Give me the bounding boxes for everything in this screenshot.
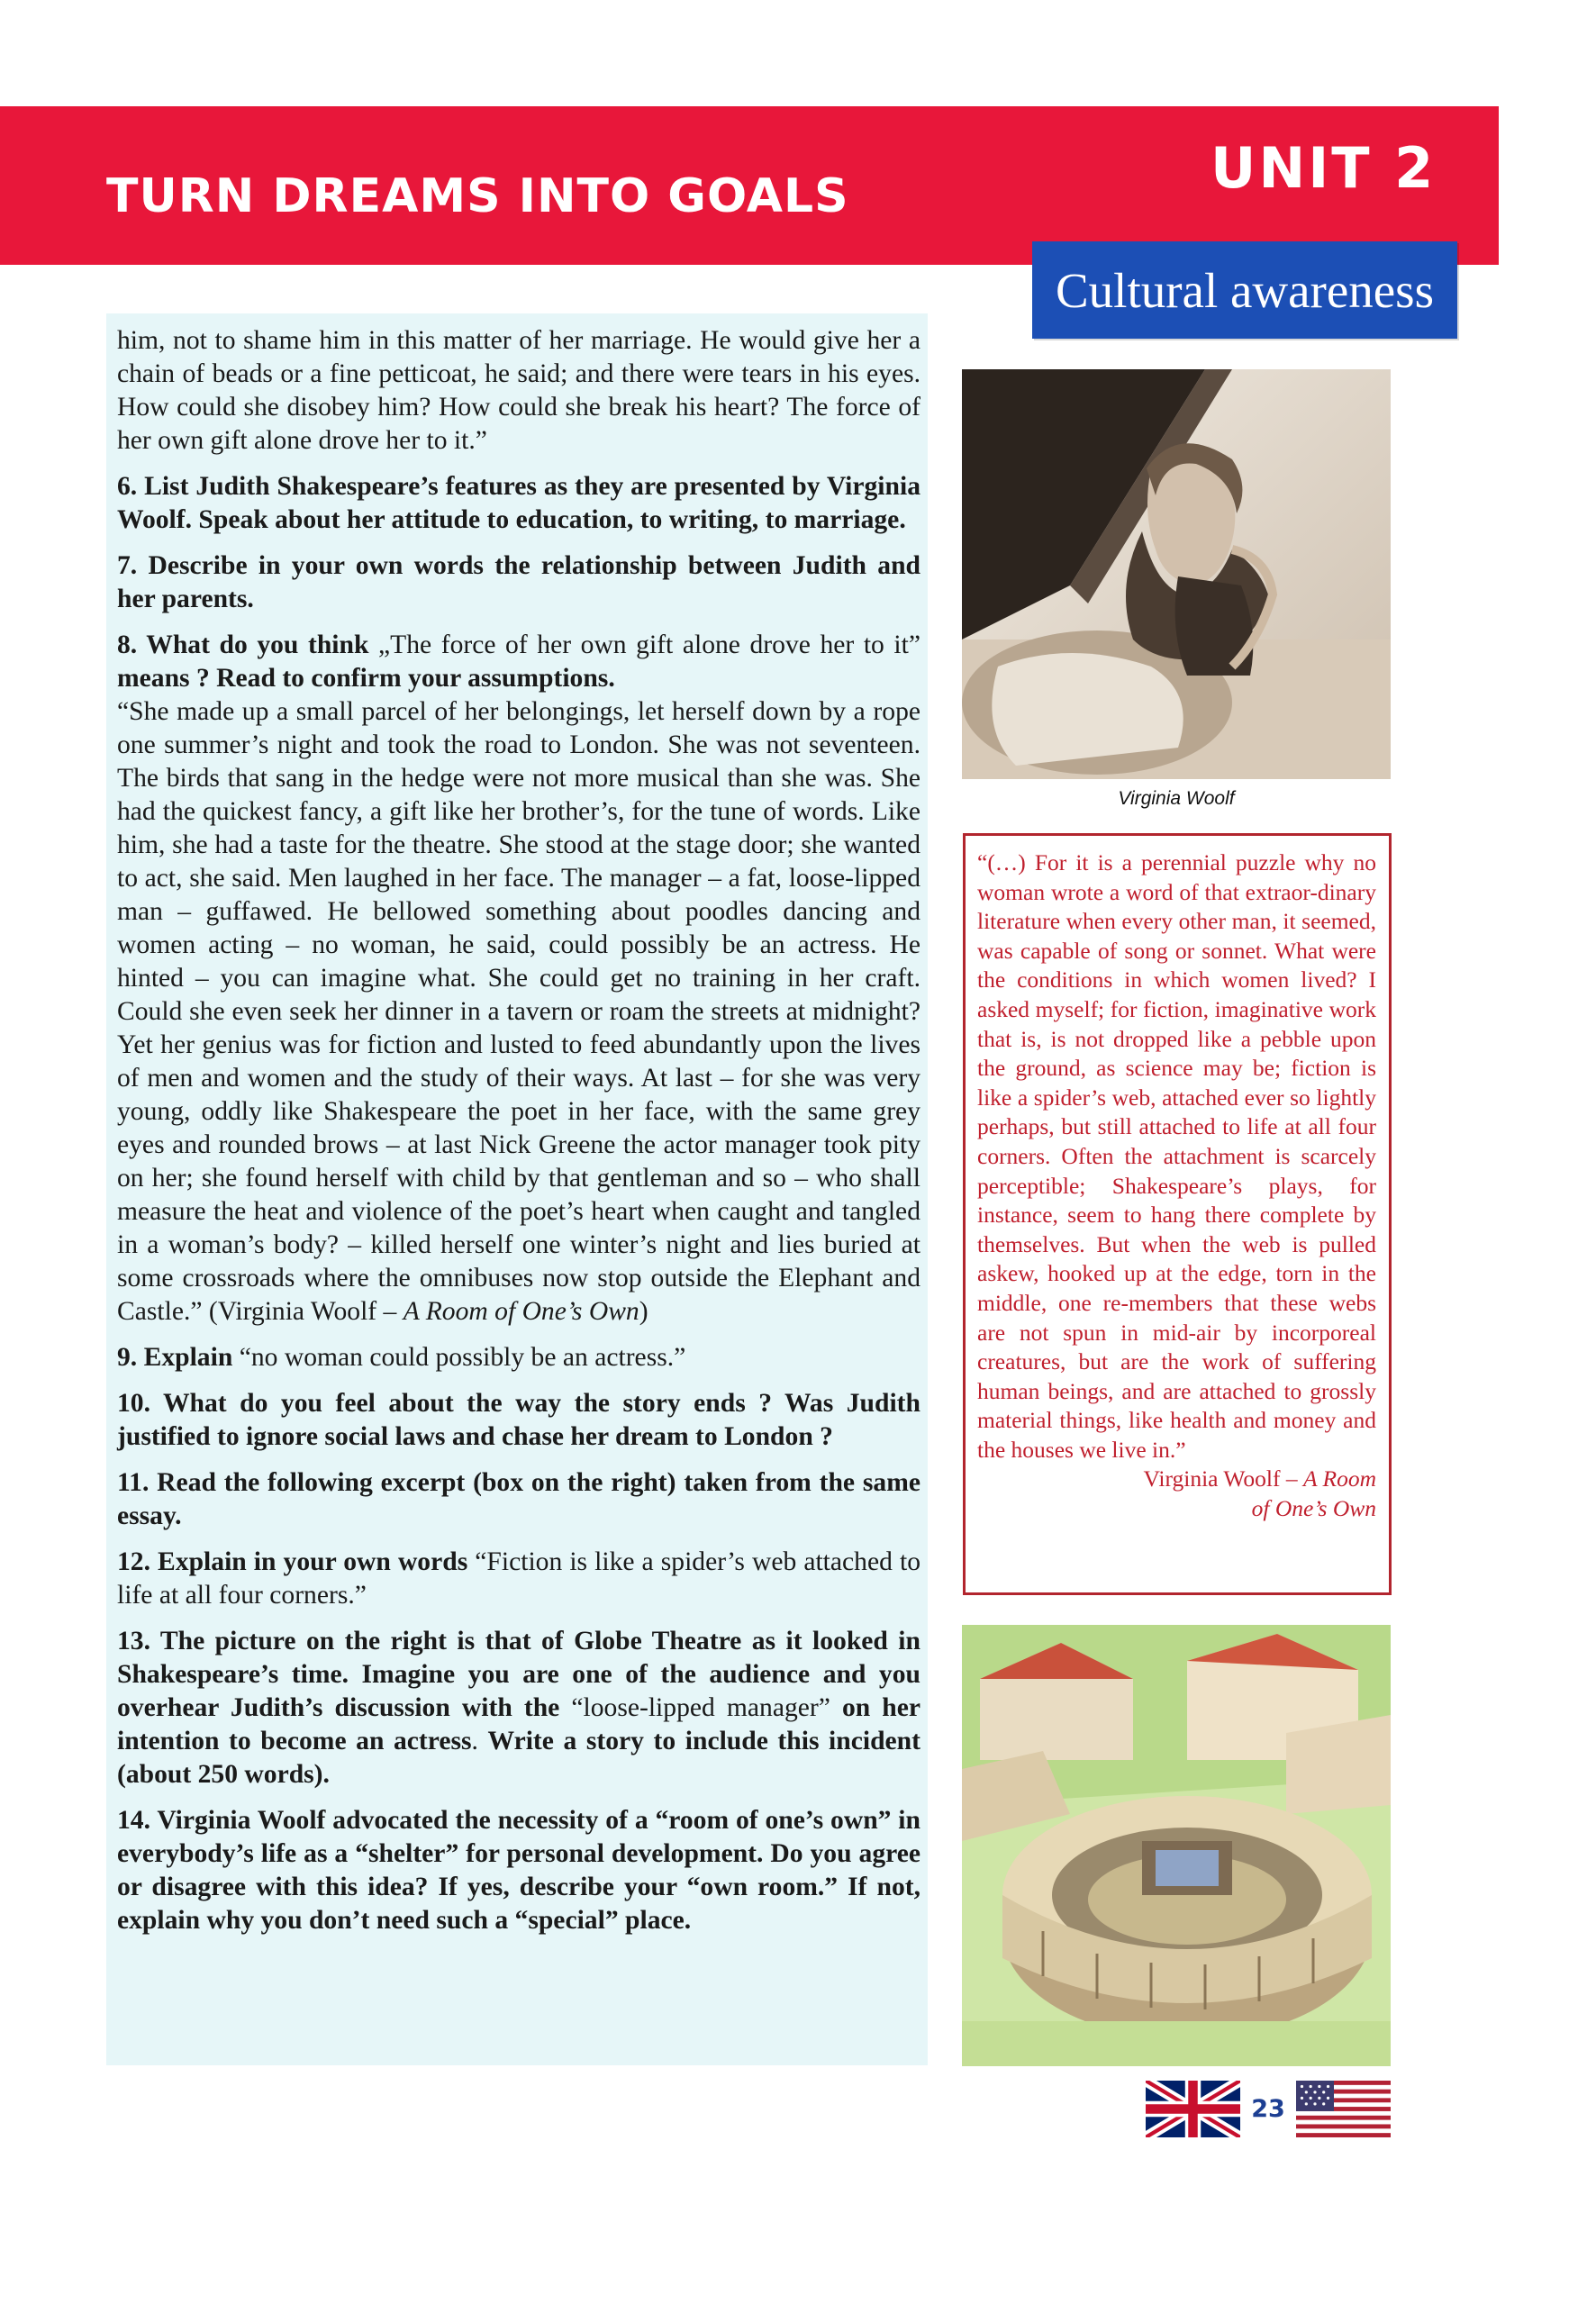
question-14: 14. Virginia Woolf advocated the necessity of a “room of one’s own” in everybody’s life as a “shelter” for personal development. Do you agree or disagree with this idea? If yes, describe your “own room.” If not, explain why you don’t need such a “special” place. bbox=[117, 1806, 920, 1935]
chapter-title: TURN DREAMS INTO GOALS bbox=[106, 169, 849, 223]
question-12: 12. Explain in your own words “Fiction is like a spider’s web attached to life at all four corners.” bbox=[117, 1547, 920, 1610]
unit-label: UNIT 2 bbox=[1211, 135, 1437, 201]
question-7: 7. Describe in your own words the relationship between Judith and her parents. bbox=[117, 551, 920, 613]
excerpt-source: A Room of One’s Own bbox=[403, 1297, 639, 1326]
intro-paragraph: him, not to shame him in this matter of her marriage. He would give her a chain of beads or a fine petticoat, he said; and there were tears in his eyes. How could she disobey him? How could she break his heart? The force of her own gift alone drove her to it.” bbox=[117, 326, 920, 455]
question-13: 13. The picture on the right is that of Globe Theatre as it looked in Shakespeare’s time. Imagine you are one of the audience and you overhear Judith’s discussion with the “loose-lipped manager” on her intention to become an actress. Write a story to include this incident (about 250 words). bbox=[117, 1627, 921, 1789]
question-8: 8. What do you think „The force of her own gift alone drove her to it” means ? Read to confirm your assumptions. bbox=[117, 630, 920, 693]
question-10: 10. What do you feel about the way the story ends ? Was Judith justified to ignore social laws and chase her dream to London ? bbox=[117, 1389, 920, 1451]
excerpt-paragraph: “She made up a small parcel of her belongings, let herself down by a rope one summer’s night and took the road to London. She was not seventeen. The birds that sang in the hedge were not more musical than she was. She had the quickest fancy, a gift like her brother’s, for the tune of words. Like him, she had a taste for the theatre. She stood at the stage door; she wanted to act, she said. Men laughed in her face. The manager – a fat, loose-lipped man – guffawed. He bellowed something about poodles dancing and women acting – no woman, he said, could possibly be an actress. He hinted – you can imagine what. She could get no training in her craft. Could she even seek her dinner in a tavern or roam the streets at midnight? Yet her genius was for fiction and lusted to feed abundantly upon the lives of men and women and the study of their ways. At last – for she was very young, oddly like Shakespeare the poet in her face, with the same grey eyes and rounded brows – at last Nick Greene the actor manager took pity on her; she found herself with child by that gentleman and so – who shall measure the heat and violence of the poet’s heart when caught and tangled in a woman’s body? – killed herself one winter’s night and lies buried at some crossroads where the omnibuses now stop outside the Elephant and Castle.” (Virginia Woolf – A Room of One’s Own) bbox=[117, 697, 920, 1326]
uk-flag-icon bbox=[1146, 2081, 1240, 2137]
question-11: 11. Read the following excerpt (box on the right) taken from the same essay. bbox=[117, 1468, 920, 1530]
page-number: 23 bbox=[1240, 2081, 1296, 2137]
section-tag: Cultural awareness bbox=[1032, 241, 1457, 339]
virginia-woolf-photo bbox=[962, 369, 1391, 779]
quote-source: Virginia Woolf – A Room bbox=[1143, 1465, 1376, 1492]
globe-theatre-illustration bbox=[962, 1625, 1391, 2066]
question-9: 9. Explain “no woman could possibly be an actress.” bbox=[117, 1343, 686, 1372]
main-text-panel bbox=[106, 313, 928, 2065]
quote-box bbox=[963, 833, 1392, 1595]
question-6: 6. List Judith Shakespeare’s features as they are presented by Virginia Woolf. Speak about her attitude to education, to writing, to marriage. bbox=[117, 472, 920, 534]
quote-source-title: of One’s Own bbox=[1251, 1495, 1376, 1522]
page-footer bbox=[1146, 2081, 1391, 2137]
quote-text: “(…) For it is a perennial puzzle why no woman wrote a word of that extraor-dinary literature when every other man, it seemed, was capable of song or sonnet. What were the conditions in which women lived? I asked myself; for fiction, imaginative work that is, is not dropped like a pebble upon the ground, as science may be; fiction is like a spider’s web, attached ever so lightly perhaps, but still attached to life at all four corners. Often the attachment is scarcely perceptible; Shakespeare’s plays, for instance, seem to hang there complete by themselves. But when the web is pulled askew, hooked up at the edge, torn in the middle, one re-members that these webs are not spun in mid-air by incorporeal creatures, but are the work of suffering human beings, and are attached to grossly material things, like health and money and the houses we live in.” bbox=[977, 849, 1376, 1463]
photo-caption: Virginia Woolf bbox=[1118, 788, 1235, 809]
us-flag-icon bbox=[1296, 2081, 1391, 2137]
